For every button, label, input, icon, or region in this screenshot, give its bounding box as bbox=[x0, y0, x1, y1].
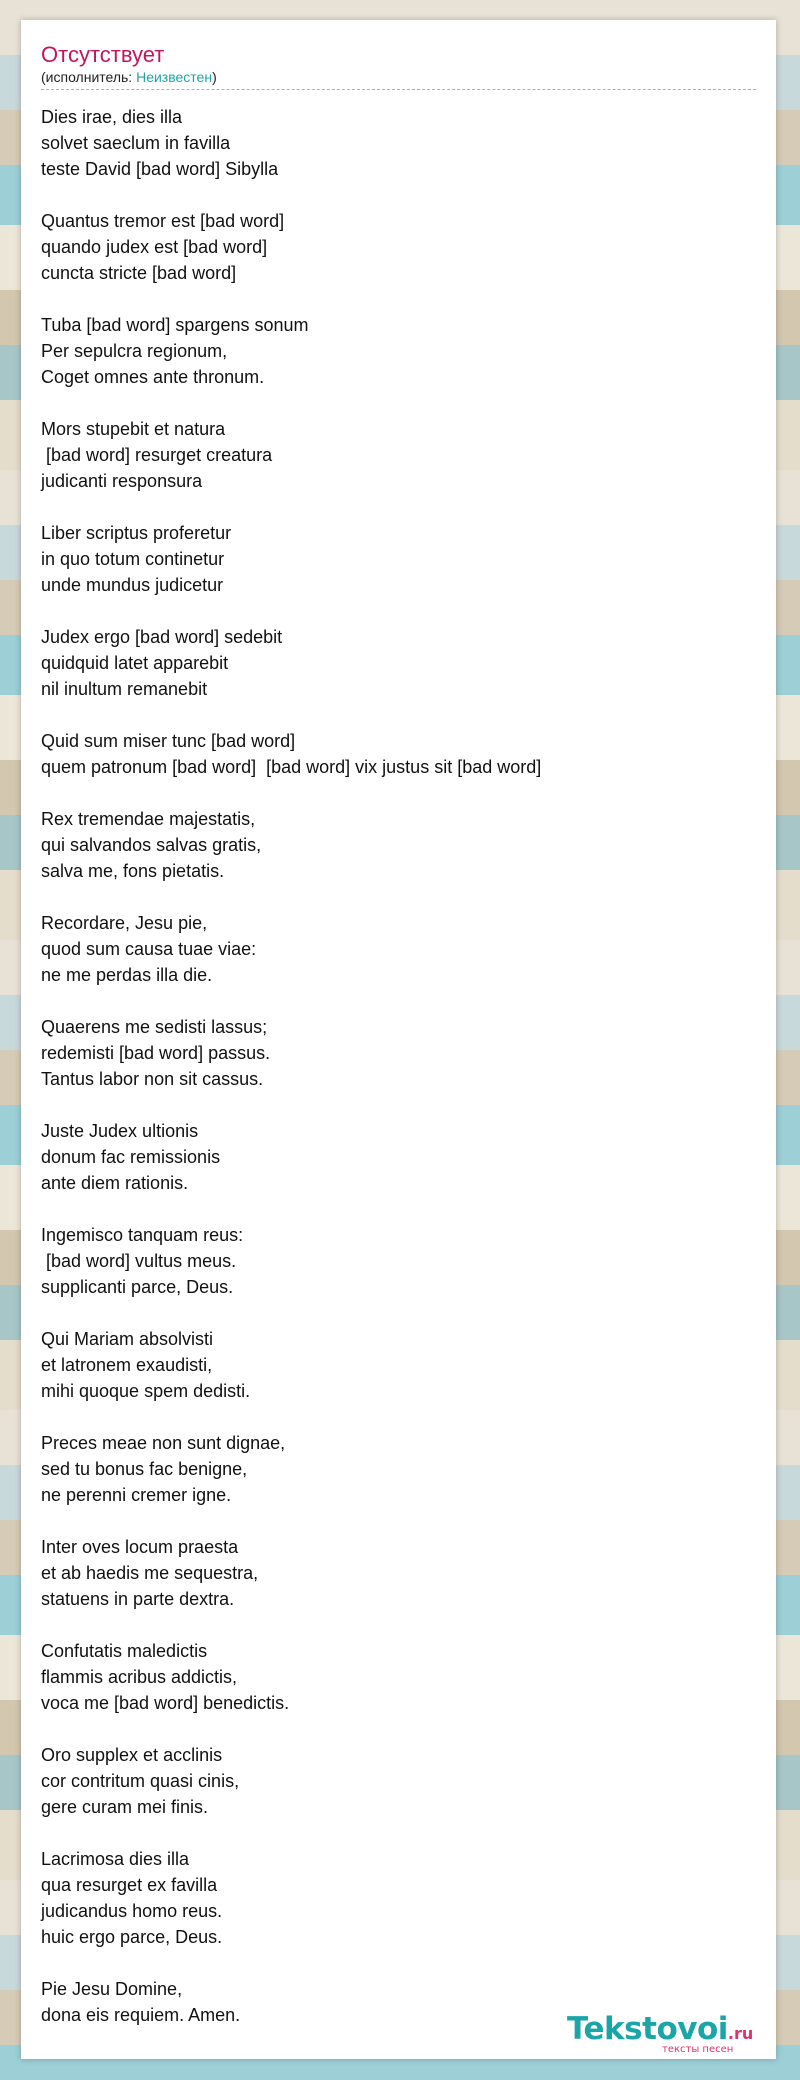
lyrics-line: mihi quoque spem dedisti. bbox=[41, 1381, 251, 1401]
lyrics-line: dona eis requiem. Amen. bbox=[41, 2005, 241, 2025]
logo-tld: .ru bbox=[727, 2024, 754, 2043]
lyrics-line: Coget omnes ante thronum. bbox=[41, 367, 265, 387]
lyrics-text bbox=[41, 104, 756, 2054]
lyrics-line: quod sum causa tuae viae: bbox=[41, 939, 257, 959]
lyrics-stanza bbox=[41, 1014, 756, 1092]
song-header bbox=[41, 42, 756, 90]
lyrics-line: ne perenni cremer igne. bbox=[41, 1485, 232, 1505]
artist-suffix: ) bbox=[212, 69, 217, 85]
lyrics-stanza bbox=[41, 416, 756, 494]
lyrics-card bbox=[21, 20, 776, 2059]
lyrics-line: Quid sum miser tunc [bad word] bbox=[41, 731, 296, 751]
lyrics-line: [bad word] vultus meus. bbox=[41, 1251, 237, 1271]
lyrics-stanza bbox=[41, 1222, 756, 1300]
lyrics-line: quando judex est [bad word] bbox=[41, 237, 268, 257]
lyrics-line: Tantus labor non sit cassus. bbox=[41, 1069, 264, 1089]
lyrics-stanza bbox=[41, 208, 756, 286]
lyrics-line: solvet saeclum in favilla bbox=[41, 133, 231, 153]
lyrics-line: Judex ergo [bad word] sedebit bbox=[41, 627, 283, 647]
lyrics-stanza bbox=[41, 1534, 756, 1612]
lyrics-line: huic ergo parce, Deus. bbox=[41, 1927, 223, 1947]
lyrics-line: Quantus tremor est [bad word] bbox=[41, 211, 285, 231]
artist-prefix: (исполнитель: bbox=[41, 69, 137, 85]
lyrics-stanza bbox=[41, 806, 756, 884]
lyrics-line: quidquid latet apparebit bbox=[41, 653, 229, 673]
lyrics-line: qui salvandos salvas gratis, bbox=[41, 835, 262, 855]
lyrics-stanza bbox=[41, 1742, 756, 1820]
lyrics-line: Liber scriptus proferetur bbox=[41, 523, 232, 543]
lyrics-stanza bbox=[41, 910, 756, 988]
lyrics-line: Confutatis maledictis bbox=[41, 1641, 208, 1661]
lyrics-line: unde mundus judicetur bbox=[41, 575, 224, 595]
lyrics-stanza bbox=[41, 312, 756, 390]
lyrics-line: gere curam mei finis. bbox=[41, 1797, 209, 1817]
lyrics-line: Rex tremendae majestatis, bbox=[41, 809, 256, 829]
lyrics-line: in quo totum continetur bbox=[41, 549, 225, 569]
song-title: Отсутствует bbox=[41, 42, 165, 67]
lyrics-line: Mors stupebit et natura bbox=[41, 419, 226, 439]
lyrics-line: Qui Mariam absolvisti bbox=[41, 1329, 214, 1349]
lyrics-line: Oro supplex et acclinis bbox=[41, 1745, 223, 1765]
lyrics-stanza bbox=[41, 104, 756, 182]
lyrics-line: Ingemisco tanquam reus: bbox=[41, 1225, 244, 1245]
lyrics-line: cuncta stricte [bad word] bbox=[41, 263, 237, 283]
lyrics-line: sed tu bonus fac benigne, bbox=[41, 1459, 248, 1479]
lyrics-line: donum fac remissionis bbox=[41, 1147, 221, 1167]
lyrics-stanza bbox=[41, 1118, 756, 1196]
lyrics-line: nil inultum remanebit bbox=[41, 679, 208, 699]
lyrics-stanza bbox=[41, 1638, 756, 1716]
lyrics-line: judicandus homo reus. bbox=[41, 1901, 223, 1921]
lyrics-line: Recordare, Jesu pie, bbox=[41, 913, 208, 933]
lyrics-line: Pie Jesu Domine, bbox=[41, 1979, 183, 1999]
lyrics-line: ante diem rationis. bbox=[41, 1173, 189, 1193]
lyrics-stanza bbox=[41, 1430, 756, 1508]
lyrics-line: Lacrimosa dies illa bbox=[41, 1849, 190, 1869]
lyrics-line: Preces meae non sunt dignae, bbox=[41, 1433, 286, 1453]
lyrics-line: redemisti [bad word] passus. bbox=[41, 1043, 271, 1063]
lyrics-line: cor contritum quasi cinis, bbox=[41, 1771, 240, 1791]
lyrics-line: judicanti responsura bbox=[41, 471, 203, 491]
lyrics-line: [bad word] resurget creatura bbox=[41, 445, 273, 465]
lyrics-line: Tuba [bad word] spargens sonum bbox=[41, 315, 309, 335]
lyrics-line: supplicanti parce, Deus. bbox=[41, 1277, 234, 1297]
lyrics-line: voca me [bad word] benedictis. bbox=[41, 1693, 290, 1713]
lyrics-line: teste David [bad word] Sibylla bbox=[41, 159, 279, 179]
lyrics-line: Inter oves locum praesta bbox=[41, 1537, 239, 1557]
lyrics-stanza bbox=[41, 1846, 756, 1950]
site-logo[interactable] bbox=[567, 2011, 767, 2056]
lyrics-line: ne me perdas illa die. bbox=[41, 965, 213, 985]
lyrics-line: statuens in parte dextra. bbox=[41, 1589, 235, 1609]
artist-link[interactable]: Неизвестен bbox=[136, 69, 213, 85]
lyrics-line: et latronem exaudisti, bbox=[41, 1355, 213, 1375]
lyrics-stanza bbox=[41, 624, 756, 702]
lyrics-line: flammis acribus addictis, bbox=[41, 1667, 238, 1687]
artist-line bbox=[41, 68, 756, 86]
lyrics-stanza bbox=[41, 520, 756, 598]
logo-tagline: тексты песен bbox=[662, 2044, 734, 2055]
lyrics-line: Quaerens me sedisti lassus; bbox=[41, 1017, 268, 1037]
lyrics-line: et ab haedis me sequestra, bbox=[41, 1563, 259, 1583]
lyrics-stanza bbox=[41, 1326, 756, 1404]
lyrics-line: quem patronum [bad word] [bad word] vix justus sit [bad word] bbox=[41, 757, 542, 777]
lyrics-line: Juste Judex ultionis bbox=[41, 1121, 199, 1141]
lyrics-stanza bbox=[41, 728, 756, 780]
lyrics-line: qua resurget ex favilla bbox=[41, 1875, 218, 1895]
lyrics-line: Per sepulcra regionum, bbox=[41, 341, 228, 361]
lyrics-line: salva me, fons pietatis. bbox=[41, 861, 225, 881]
lyrics-line: Dies irae, dies illa bbox=[41, 107, 183, 127]
logo-name: Tekstovoi bbox=[567, 2011, 728, 2047]
